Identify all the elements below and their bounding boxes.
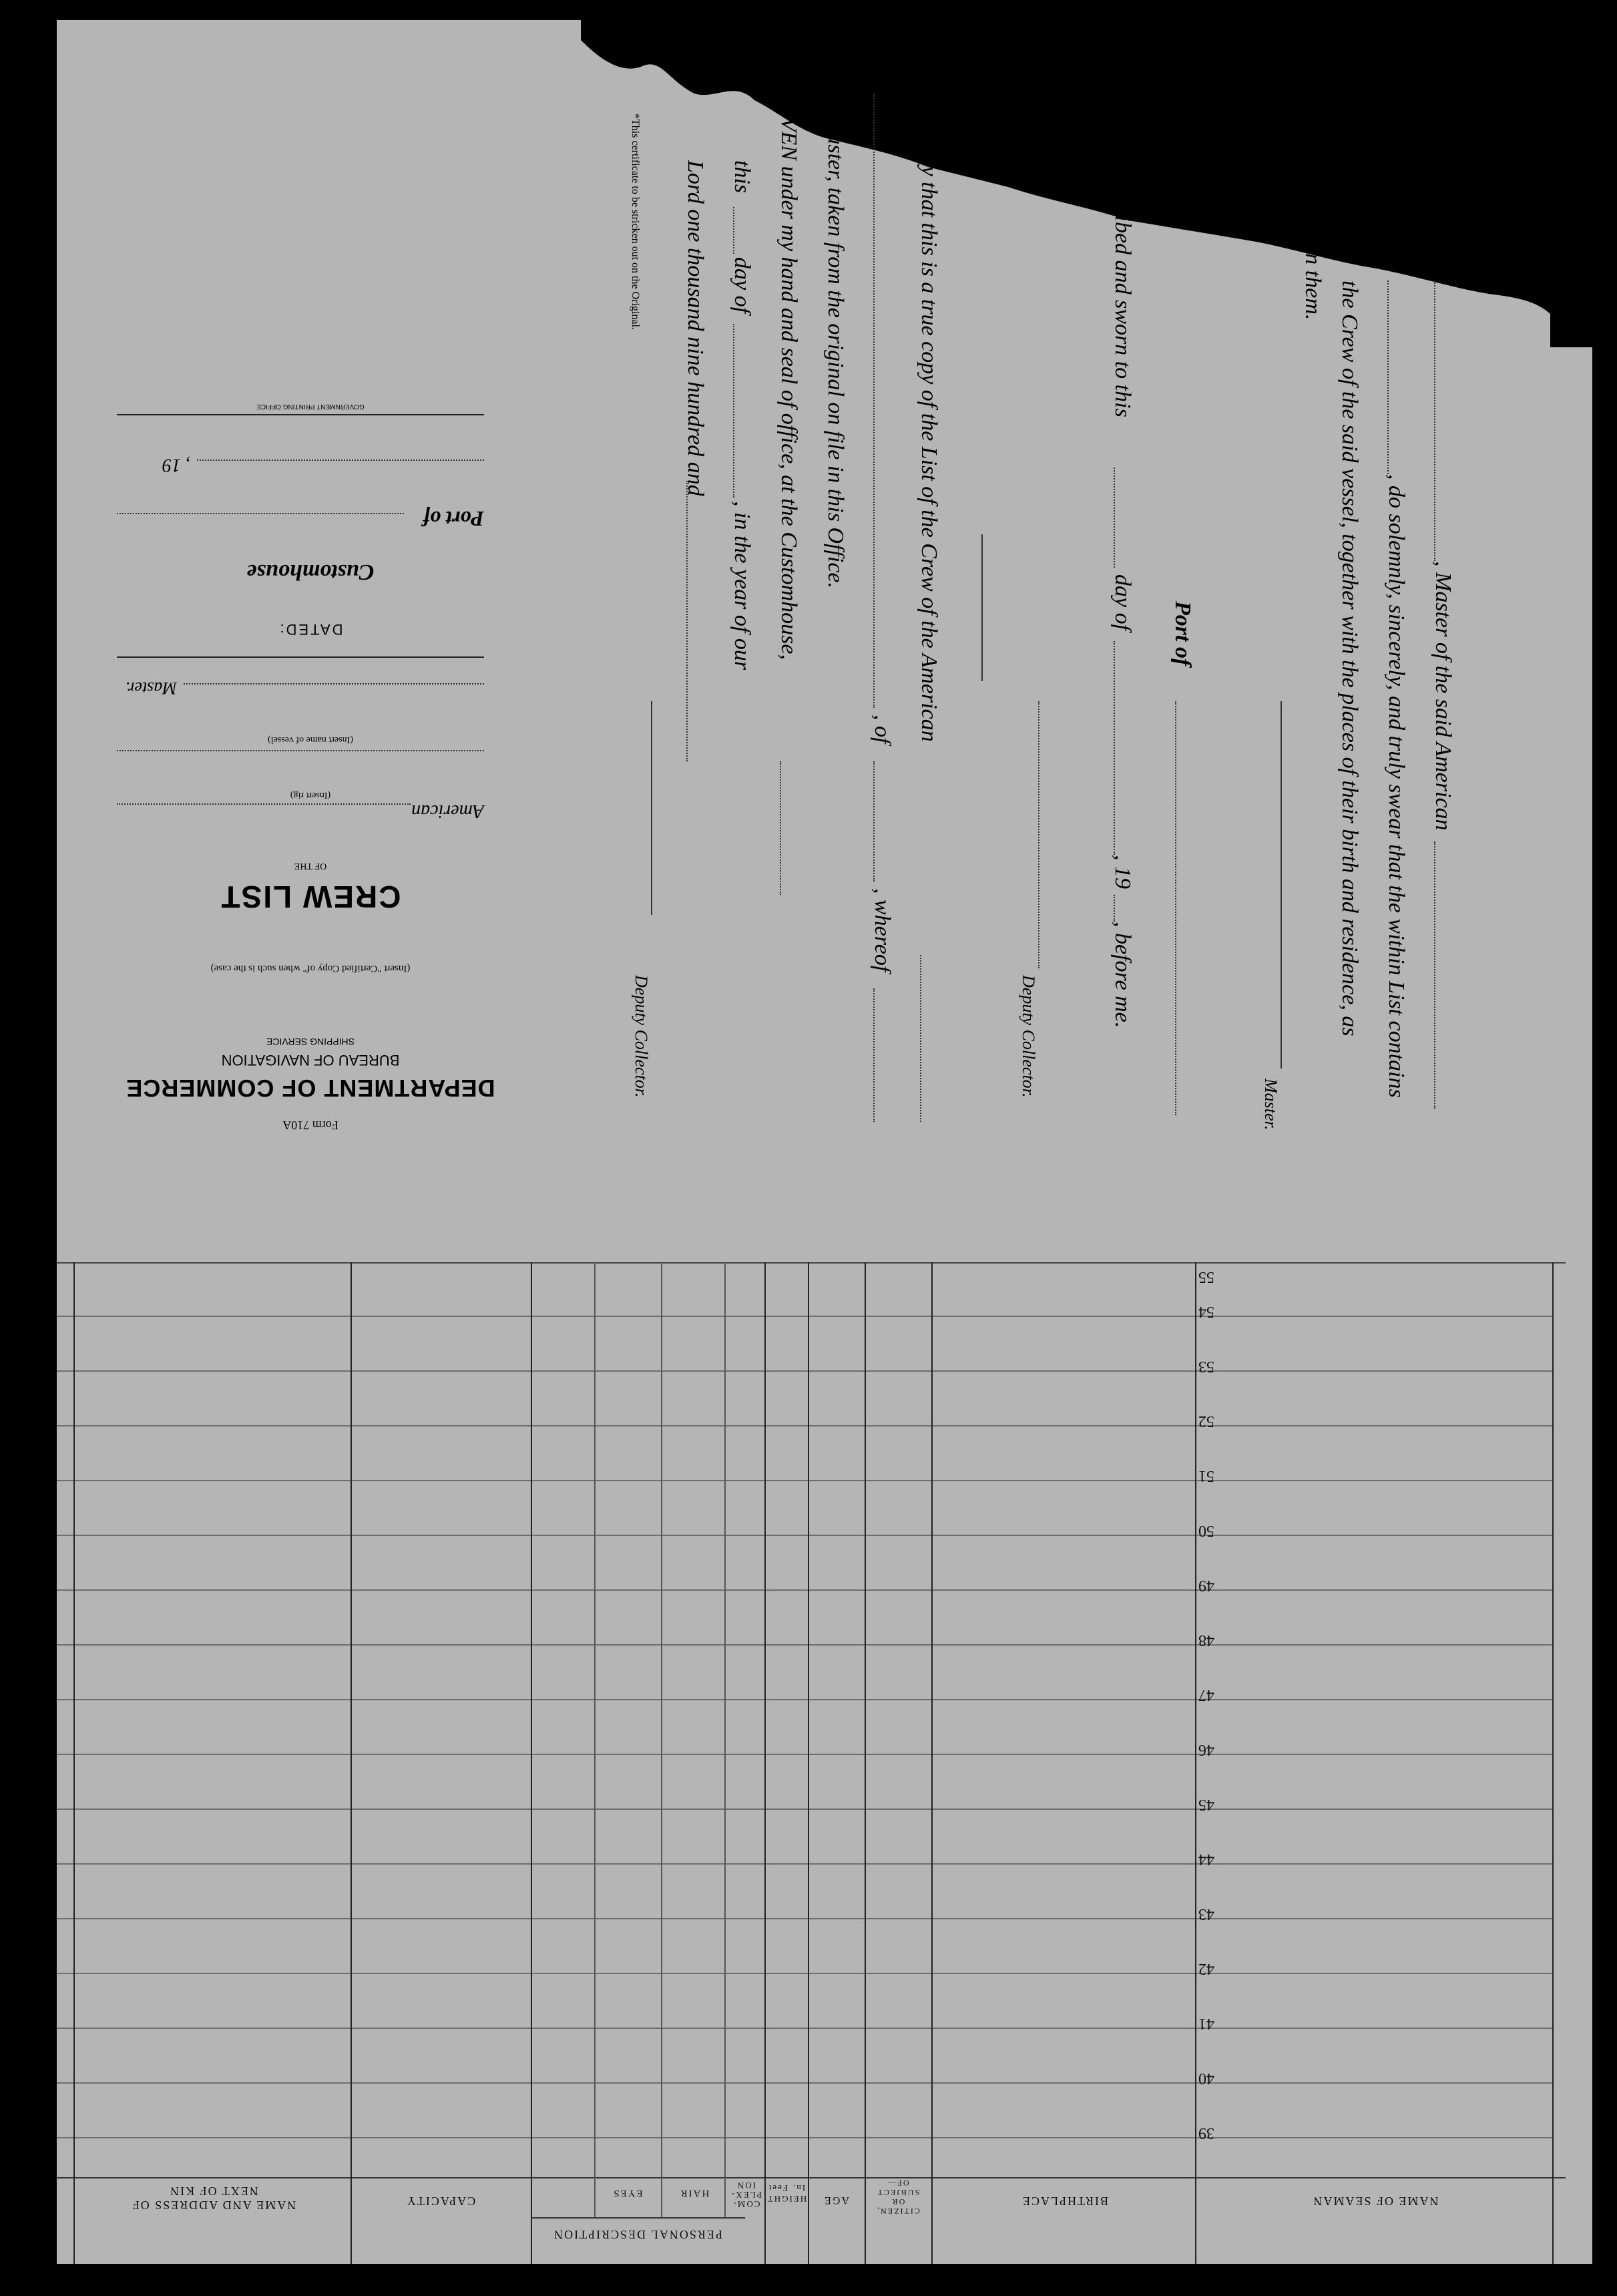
- header-hair: HAIR: [679, 2188, 710, 2198]
- oath-line-1: , Master of the said American: [1431, 561, 1455, 831]
- oath-line-4: certain them.: [1301, 200, 1325, 321]
- dated-label: DATED:: [278, 621, 343, 638]
- header-age: AGE: [823, 2194, 849, 2206]
- customhouse-label: Customhouse: [246, 560, 375, 584]
- header-citizen-line-4: OF—: [887, 2178, 909, 2188]
- row-number: 53: [1198, 1358, 1214, 1375]
- certificate-line-4: GIVEN under my hand and seal of office, at the Customhouse,: [776, 93, 801, 660]
- shipping-service: SHIPPING SERVICE: [266, 1036, 355, 1047]
- header-complexion: [728, 2180, 764, 2209]
- header-next-of-kin-line-1: NAME AND ADDRESS OF: [131, 2198, 296, 2212]
- header-next-of-kin-line-2: NEXT OF KIN: [169, 2184, 258, 2198]
- oath-day-of: day of: [1110, 574, 1135, 631]
- certificate-block: [654, 93, 941, 1135]
- oath-port-of: Port of: [1170, 601, 1195, 666]
- cover-panel: [97, 200, 524, 1162]
- row-number: 54: [1198, 1303, 1214, 1320]
- header-personal-description: PERSONAL DESCRIPTION: [553, 2228, 722, 2241]
- oath-deputy-collector: Deputy Collector.: [1019, 975, 1038, 1098]
- row-number: 55: [1198, 1268, 1214, 1286]
- oath-block: [1322, 280, 1455, 1149]
- oath-line-3: the Crew of the said vessel, together with the places of their birth and residence, as: [1337, 280, 1362, 1036]
- row-number: 41: [1198, 2015, 1214, 2032]
- year-label: , 19: [162, 455, 190, 475]
- row-number: 47: [1198, 1686, 1214, 1704]
- printing-office: GOVERNMENT PRINTING OFFICE: [256, 403, 365, 410]
- header-height: [766, 2182, 807, 2204]
- header-citizen-line-3: SUBJECT: [876, 2188, 920, 2197]
- crew-list-title: CREW LIST: [220, 880, 401, 914]
- oath-before-me: , before me.: [1110, 922, 1135, 1028]
- row-number: 48: [1198, 1632, 1214, 1649]
- certificate-this: this: [730, 160, 754, 194]
- row-number: 51: [1198, 1467, 1214, 1485]
- oath-year: , 19: [1110, 855, 1135, 889]
- row-number: 49: [1198, 1577, 1214, 1594]
- certificate-line-1: *I certify that this is a true copy of the List of the Crew of the American: [917, 93, 941, 742]
- certified-copy-note: (Insert "Certified Copy of" when such is the case): [210, 963, 411, 974]
- oath-line-2: , do solemnly, sincerely, and truly swear that the within List contains: [1384, 474, 1409, 1098]
- header-complexion-line-1: COM-: [732, 2199, 760, 2209]
- header-complexion-line-3: ION: [736, 2180, 756, 2190]
- department-title: DEPARTMENT OF COMMERCE: [126, 1075, 495, 1102]
- header-height-feet: Feet: [767, 2183, 788, 2193]
- certificate-line-3: is Master, taken from the original on file in this Office.: [823, 93, 848, 589]
- certificate-year-of-our: , in the year of our: [730, 501, 754, 671]
- row-number: 50: [1198, 1522, 1214, 1539]
- row-number: 39: [1198, 2124, 1214, 2142]
- header-next-of-kin: [97, 2184, 330, 2212]
- row-number: 40: [1198, 2070, 1214, 2087]
- row-number: 45: [1198, 1796, 1214, 1813]
- of-the: OF THE: [294, 861, 327, 871]
- header-height-inches: In.: [792, 2183, 806, 2193]
- certificate-lord: Lord one thousand nine hundred and: [683, 160, 708, 496]
- header-height-label: HEIGHT: [766, 2194, 807, 2204]
- crew-table: [57, 1262, 1566, 2264]
- certificate-of: , of: [870, 715, 895, 744]
- row-number: 52: [1198, 1412, 1214, 1430]
- bureau-title: BUREAU OF NAVIGATION: [221, 1052, 400, 1069]
- master-label: Master.: [125, 679, 177, 698]
- certificate-deputy-collector: Deputy Collector.: [632, 975, 651, 1098]
- american-label: American: [411, 801, 484, 821]
- form-number: Form 710A: [282, 1119, 338, 1132]
- insert-vessel-note: (Insert name of vessel): [268, 735, 353, 745]
- row-number: 42: [1198, 1960, 1214, 1977]
- header-citizen-line-2: OR: [891, 2197, 905, 2207]
- header-citizen-line-1: CITIZEN,: [876, 2207, 920, 2216]
- port-of-label: Port of: [423, 507, 484, 531]
- header-capacity: CAPACITY: [405, 2194, 476, 2208]
- insert-rig-note: (Insert rig): [290, 790, 331, 800]
- row-number: 44: [1198, 1851, 1214, 1868]
- header-citizen: [868, 2178, 928, 2216]
- oath-subscribed: Subscribed and sworn to this: [1110, 154, 1135, 417]
- row-number: 46: [1198, 1741, 1214, 1758]
- header-eyes: EYES: [612, 2188, 643, 2198]
- row-number: 43: [1198, 1905, 1214, 1923]
- certificate-day-of: day of: [730, 257, 754, 314]
- header-name-of-seaman: NAME OF SEAMAN: [1312, 2194, 1439, 2208]
- header-birthplace: BIRTHPLACE: [1021, 2194, 1108, 2208]
- certificate-whereof: , whereof: [870, 888, 895, 972]
- certificate-footnote: *This certificate to be stricken out on the Original.: [630, 114, 641, 330]
- oath-master: Master.: [1261, 1079, 1281, 1131]
- header-complexion-line-2: PLEX-: [730, 2190, 762, 2200]
